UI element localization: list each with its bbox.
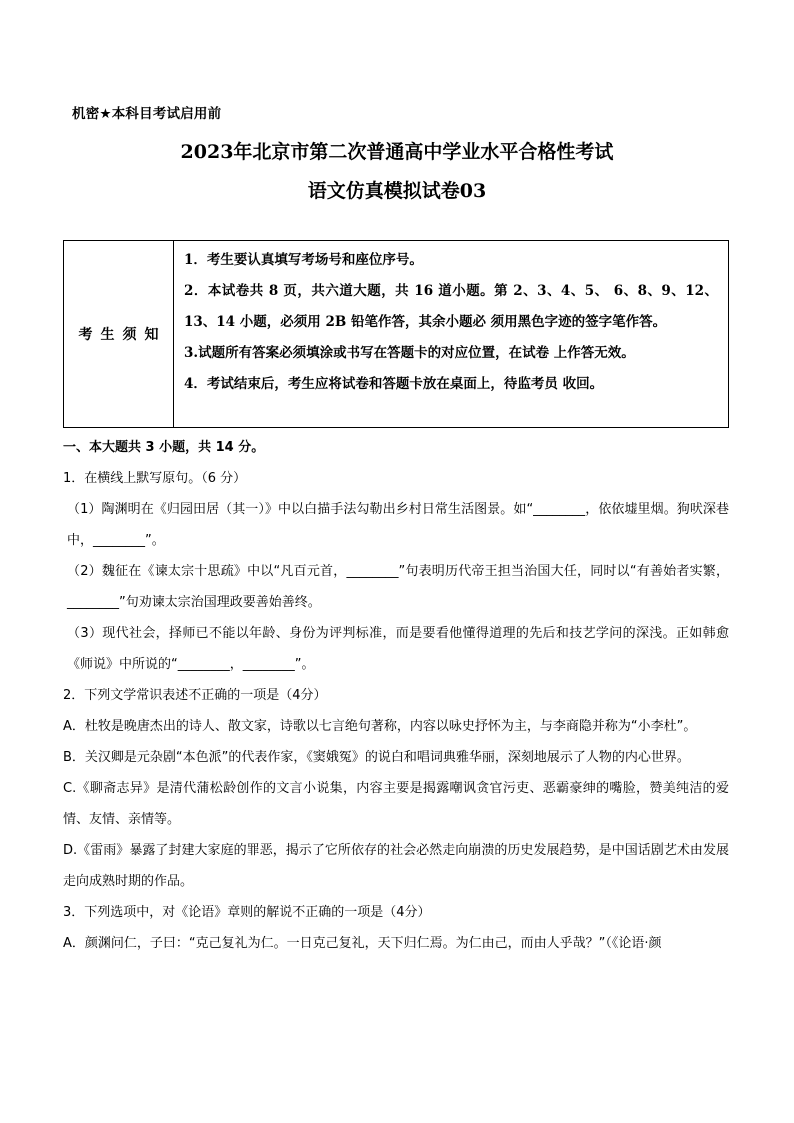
question-part: （3）现代社会，择师已不能以年龄、身份为评判标准，而是要看他懂得道理的先后和技艺学问的深浅。正如韩愈《师说》中所说的“________，________”。 xyxy=(67,626,729,672)
option-d: D.《雷雨》暴露了封建大家庭的罪恶，揭示了它所依存的社会必然走向崩溃的历史发展趋势，是中国话剧艺术由发展走向成熟时期的作品。 xyxy=(63,843,729,889)
notice-heading: 考生须知 xyxy=(64,241,174,427)
notice-items xyxy=(174,241,728,427)
notice-item: 4．考试结束后，考生应将试卷和答题卡放在桌面上，待监考员 收回。 xyxy=(184,376,604,392)
question-stem: 2．下列文学常识表述不正确的一项是（4分） xyxy=(63,688,327,703)
notice-item: 2．本试卷共 8 页，共六道大题，共 16 道小题。第 2、3、4、5、 6、8、9、12、13、14 小题，必须用 2B 铅笔作答，其余小题必 须用黑色字迹的签字笔作答。 xyxy=(184,283,718,330)
notice-item: 3.试题所有答案必须填涂或书写在答题卡的对应位置，在试卷 上作答无效。 xyxy=(184,345,635,361)
option-a: A．颜渊问仁，子曰：“克己复礼为仁。一日克己复礼，天下归仁焉。为仁由己，而由人乎哉？”（《论语·颜 xyxy=(63,936,662,951)
question-part: （1）陶渊明在《归园田居（其一）》中以白描手法勾勒出乡村日常生活图景。如“________，依依墟里烟。狗吠深巷中，________”。 xyxy=(67,502,729,548)
option-c: C.《聊斋志异》是清代蒲松龄创作的文言小说集，内容主要是揭露嘲讽贪官污吏、恶霸豪绅的嘴脸，赞美纯洁的爱情、友情、亲情等。 xyxy=(63,781,729,827)
question-part: （2）魏征在《谏太宗十思疏》中以“凡百元首，________”句表明历代帝王担当治国大任，同时以“有善始者实繁，________”句劝谏太宗治国理政要善始善终。 xyxy=(67,564,729,610)
exam-title: 2023年北京市第二次普通高中学业水平合格性考试 xyxy=(180,141,614,163)
exam-subtitle: 语文仿真模拟试卷03 xyxy=(307,180,487,202)
confidential-label: 机密★本科目考试启用前 xyxy=(72,106,222,122)
option-b: B．关汉卿是元杂剧“本色派”的代表作家，《窦娥冤》的说白和唱词典雅华丽，深刻地展示了人物的内心世界。 xyxy=(63,750,690,765)
exam-content xyxy=(63,432,729,959)
notice-item: 1．考生要认真填写考场号和座位序号。 xyxy=(184,252,423,268)
question-stem: 3．下列选项中，对《论语》章则的解说不正确的一项是（4分） xyxy=(63,905,431,920)
option-a: A．杜牧是晚唐杰出的诗人、散文家，诗歌以七言绝句著称，内容以咏史抒怀为主，与李商隐并称为“小李杜”。 xyxy=(63,719,697,734)
candidate-notice-box xyxy=(63,240,729,428)
section-heading: 一、本大题共 3 小题，共 14 分。 xyxy=(63,440,265,455)
question-stem: 1．在横线上默写原句。（6 分） xyxy=(63,471,247,486)
